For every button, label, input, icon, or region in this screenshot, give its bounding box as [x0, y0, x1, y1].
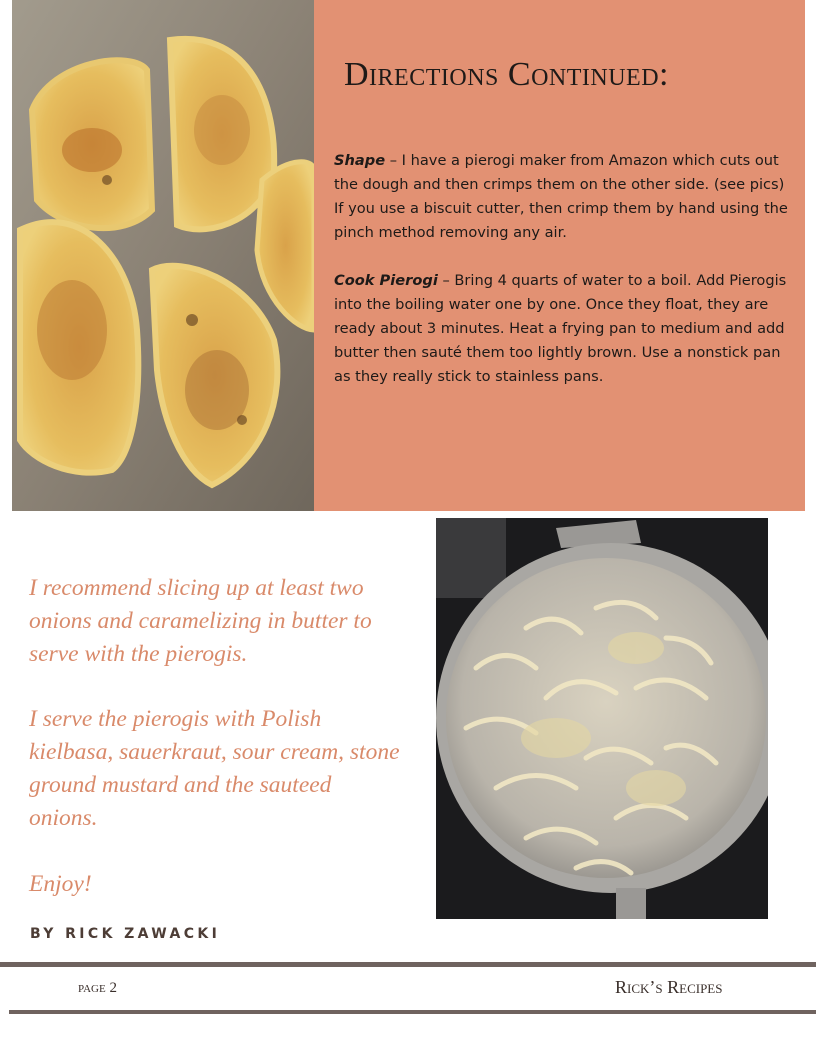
- onions-photo-image: [436, 518, 768, 919]
- pierogi-photo: [12, 0, 314, 511]
- step-shape-text: – I have a pierogi maker from Amazon which cuts out the dough and then crimps them on the other side. (see pics) If you use a biscuit cutter, then crimp them by hand using the pinch method removing any air.: [334, 152, 788, 241]
- tip-enjoy: Enjoy!: [29, 871, 92, 897]
- pierogi-photo-image: [12, 0, 314, 511]
- onions-photo: [436, 518, 768, 919]
- tip-serving-suggestion: I serve the pierogis with Polish kielbasa, sauerkraut, sour cream, stone ground mustard and the sauteed onions.: [29, 706, 400, 831]
- step-cook-pierogi: [334, 269, 796, 389]
- footer-divider-top: [0, 962, 816, 967]
- page-number: page 2: [78, 980, 117, 996]
- step-cook-pierogi-text: – Bring 4 quarts of water to a boil. Add Pierogis into the boiling water one by one. Once they float, they are ready about 3 minutes. Heat a frying pan to medium and add butter then sauté them too lightly brown. Use a nonstick pan as they really stick to stainless pans.: [334, 272, 787, 385]
- step-shape: [334, 149, 796, 245]
- directions-panel: [314, 0, 805, 511]
- footer-brand: Rick’s Recipes: [615, 977, 723, 997]
- step-shape-name: Shape: [334, 152, 386, 169]
- tip-caramelized-onions: I recommend slicing up at least two onions and caramelizing in butter to serve with the pierogis.: [29, 575, 372, 667]
- directions-title: Directions Continued:: [344, 56, 669, 93]
- author-byline: BY RICK ZAWACKI: [30, 926, 221, 942]
- step-cook-pierogi-name: Cook Pierogi: [334, 272, 438, 289]
- footer-divider-bottom: [9, 1010, 816, 1014]
